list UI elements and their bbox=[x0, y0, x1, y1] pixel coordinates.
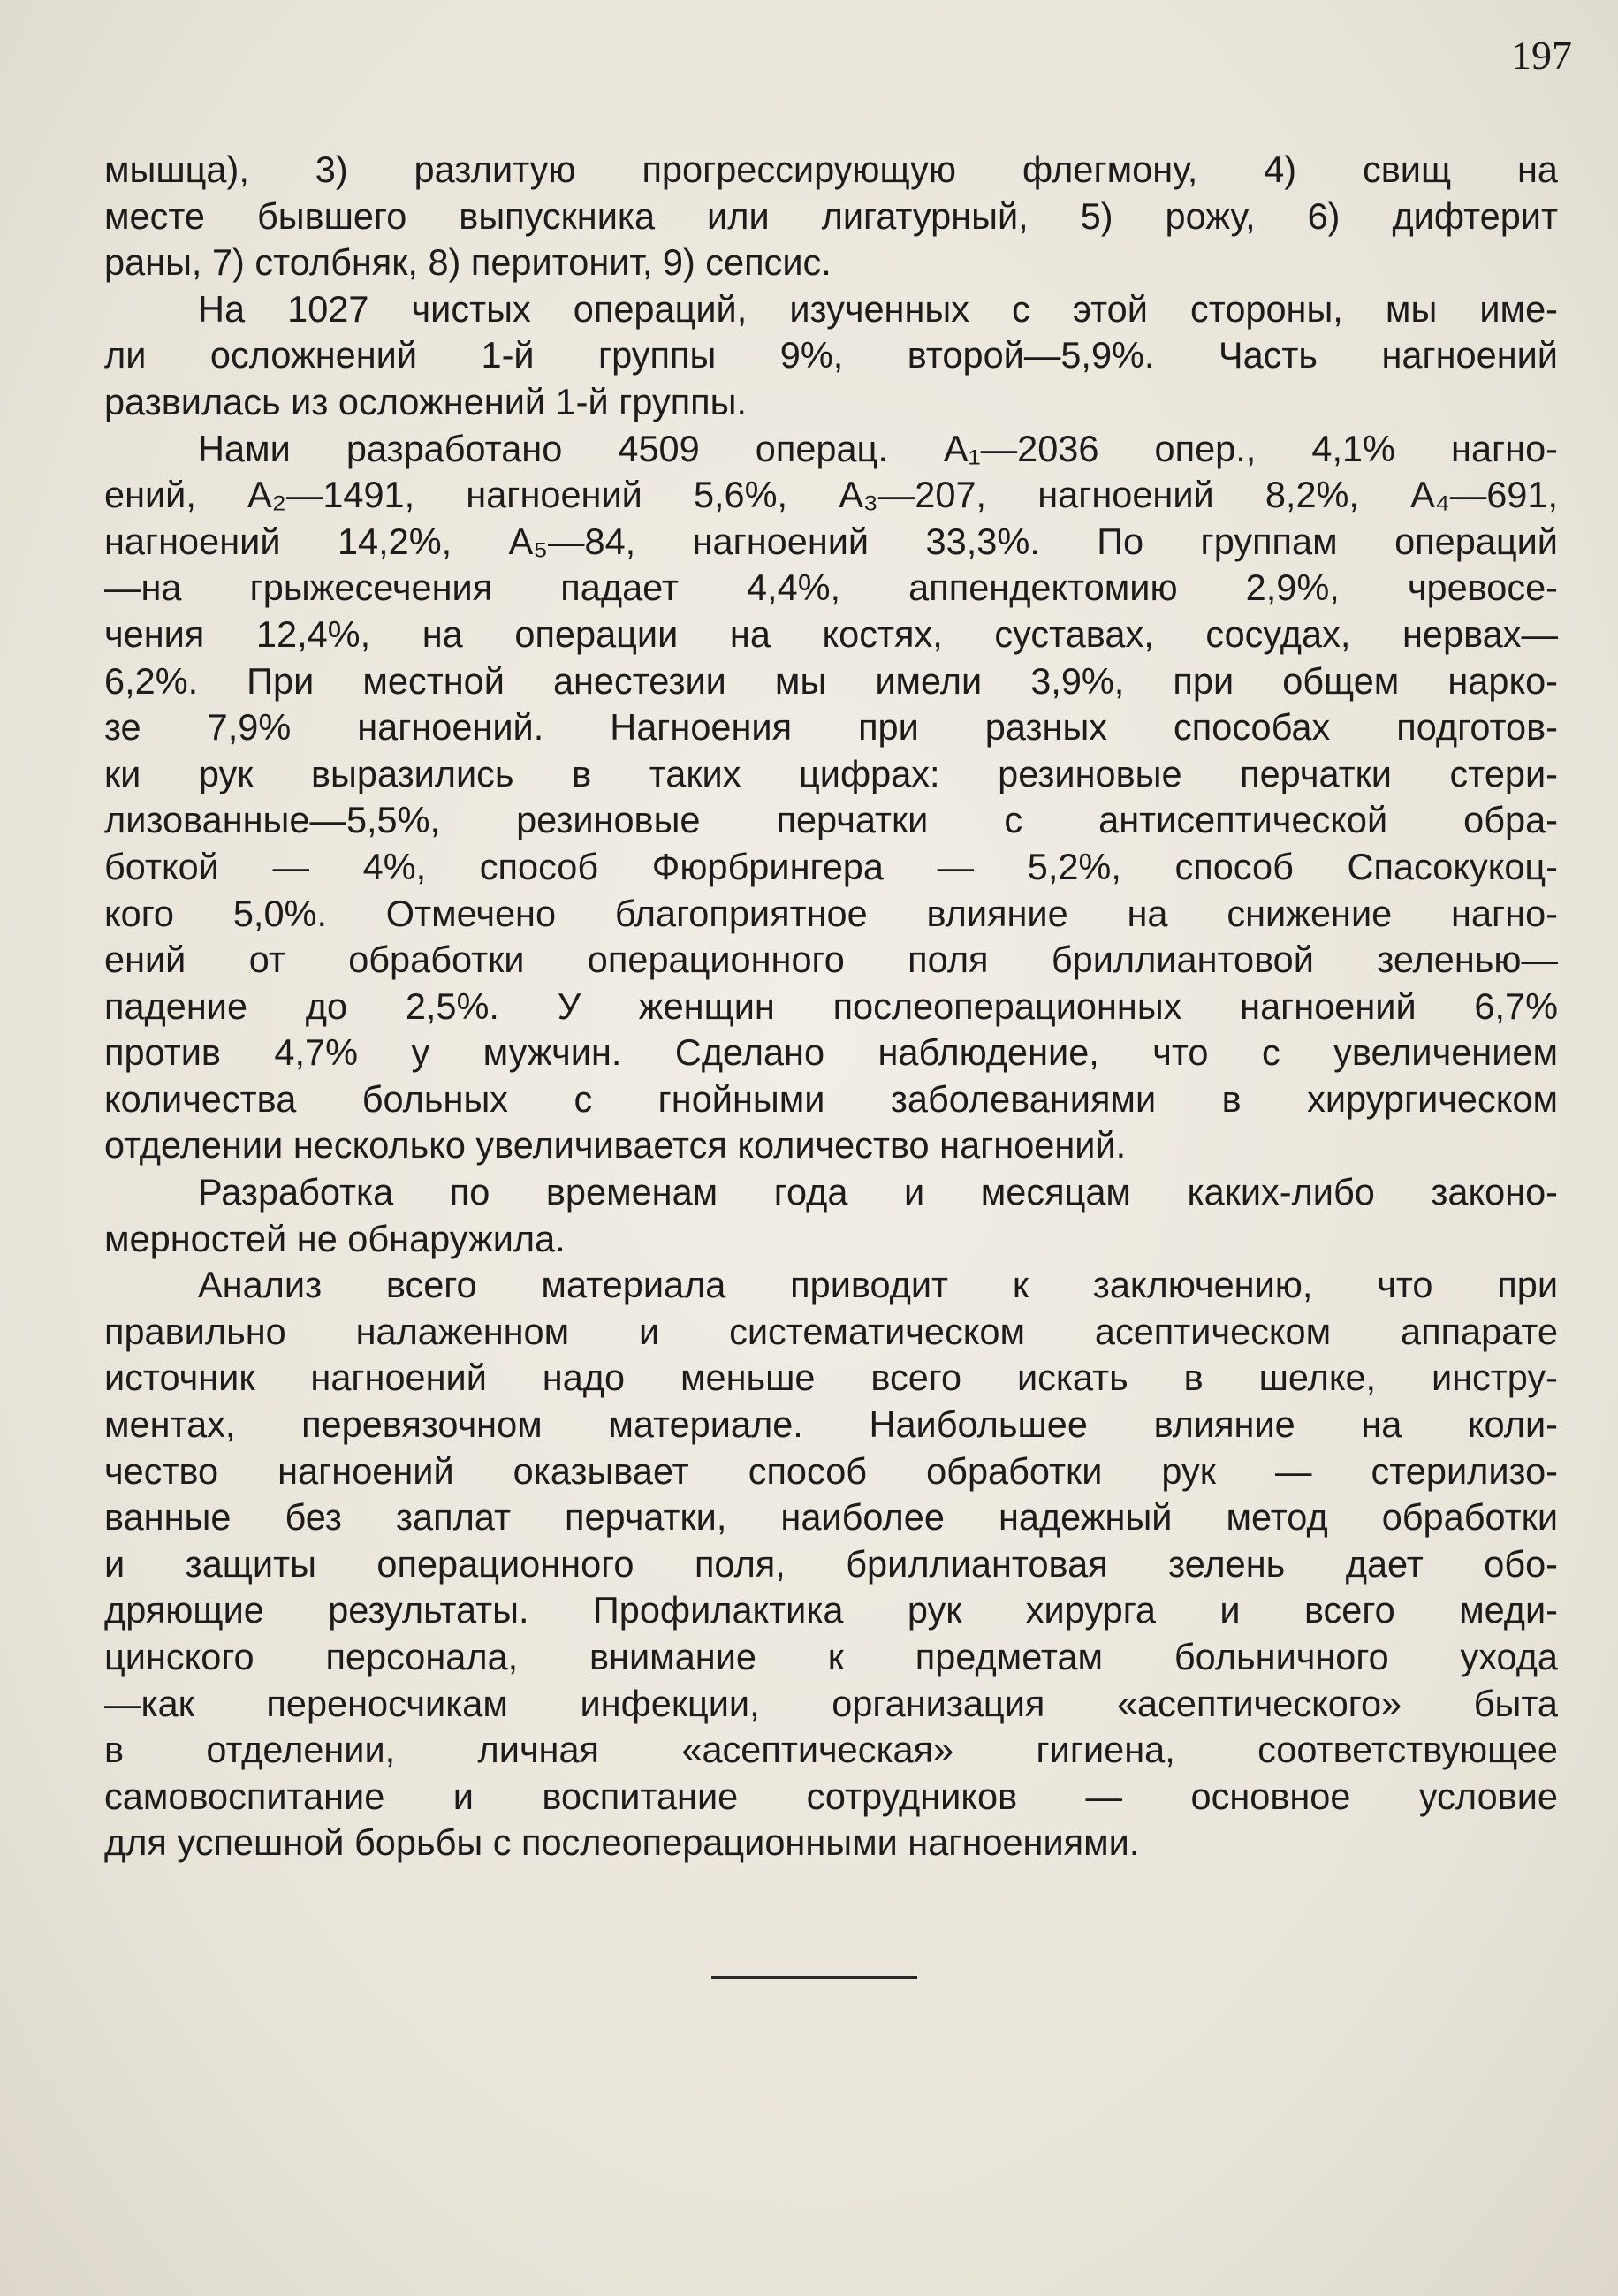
text-line: ки рук выразились в таких цифрах: резиновые перчатки стери- bbox=[104, 752, 1558, 794]
paragraph-conclusion bbox=[104, 1262, 1558, 1866]
text-line: боткой — 4%, способ Фюрбрингера — 5,2%, способ Спасокукоц- bbox=[104, 845, 1558, 887]
text-line: чения 12,4%, на операции на костях, суставах, сосудах, нервах— bbox=[104, 612, 1558, 655]
text-line: нагноений 14,2%, A₅—84, нагноений 33,3%. По группам операций bbox=[104, 520, 1558, 562]
text-line: правильно налаженном и систематическом асептическом аппарате bbox=[104, 1310, 1558, 1352]
text-line: мышца), 3) разлитую прогрессирующую флегмону, 4) свищ на bbox=[104, 148, 1558, 190]
text-line: ений, A₂—1491, нагноений 5,6%, A₃—207, нагноений 8,2%, A₄—691, bbox=[104, 474, 1558, 516]
text-line: раны, 7) столбняк, 8) перитонит, 9) сепсис. bbox=[104, 241, 832, 284]
text-line: месте бывшего выпускника или лигатурный, 5) рожу, 6) дифтерит bbox=[104, 194, 1558, 237]
text-line: кого 5,0%. Отмечено благоприятное влияние на снижение нагно- bbox=[104, 892, 1558, 934]
text-line: зе 7,9% нагноений. Нагноения при разных способах подготов- bbox=[104, 706, 1558, 749]
text-line: в отделении, личная «асептическая» гигиена, соответствующее bbox=[104, 1729, 1558, 1771]
text-line: самовоспитание и воспитание сотрудников — основное условие bbox=[104, 1775, 1558, 1817]
page-number: 197 bbox=[1511, 33, 1572, 78]
text-line: для успешной борьбы с послеоперационными нагноениями. bbox=[104, 1821, 1140, 1864]
body-text bbox=[104, 147, 1558, 1866]
text-line: развилась из осложнений 1-й группы. bbox=[104, 380, 747, 422]
text-line: против 4,7% у мужчин. Сделано наблюдение, что с увеличением bbox=[104, 1031, 1558, 1074]
text-line: ений от обработки операционного поля бриллиантовой зеленью— bbox=[104, 939, 1558, 981]
text-line: и защиты операционного поля, бриллиантовая зелень дает обо- bbox=[104, 1542, 1558, 1585]
text-line: Нами разработано 4509 операц. A₁—2036 опер., 4,1% нагно- bbox=[198, 427, 1558, 469]
paragraph-operation-statistics bbox=[104, 426, 1558, 1170]
paragraph-clean-operations bbox=[104, 286, 1558, 426]
text-line: отделении несколько увеличивается количество нагноений. bbox=[104, 1124, 1127, 1167]
text-line: источник нагноений надо меньше всего искать в шелке, инстру- bbox=[104, 1357, 1558, 1399]
end-of-section-rule bbox=[711, 1976, 917, 1979]
text-line: цинского персонала, внимание к предметам больничного ухода bbox=[104, 1636, 1558, 1677]
text-line: ментах, перевязочном материале. Наибольшее влияние на коли- bbox=[104, 1403, 1558, 1446]
text-line: 6,2%. При местной анестезии мы имели 3,9%, при общем нарко- bbox=[104, 659, 1558, 702]
text-line: лизованные—5,5%, резиновые перчатки с антисептической обра- bbox=[104, 799, 1558, 841]
text-line: ванные без заплат перчатки, наиболее надежный метод обработки bbox=[104, 1496, 1558, 1539]
text-line: количества больных с гнойными заболеваниями в хирургическом bbox=[104, 1077, 1558, 1120]
text-line: —на грыжесечения падает 4,4%, аппендектомию 2,9%, чревосе- bbox=[104, 566, 1558, 609]
text-line: Анализ всего материала приводит к заключению, что при bbox=[198, 1264, 1558, 1306]
text-line: На 1027 чистых операций, изученных с этой стороны, мы име- bbox=[198, 287, 1558, 330]
text-line: мерностей не обнаружила. bbox=[104, 1217, 566, 1259]
paragraph-complications-list bbox=[104, 147, 1558, 286]
text-line: ли осложнений 1-й группы 9%, второй—5,9%. Часть нагноений bbox=[104, 334, 1558, 376]
text-line: чество нагноений оказывает способ обработки рук — стерилизо- bbox=[104, 1449, 1558, 1492]
paragraph-seasonal bbox=[104, 1169, 1558, 1262]
text-line: дряющие результаты. Профилактика рук хирурга и всего меди- bbox=[104, 1589, 1558, 1631]
text-line: —как переносчикам инфекции, организация «асептического» быта bbox=[104, 1682, 1558, 1724]
text-line: падение до 2,5%. У женщин послеоперационных нагноений 6,7% bbox=[104, 985, 1558, 1027]
text-line: Разработка по временам года и месяцам каких-либо законо- bbox=[198, 1171, 1558, 1213]
